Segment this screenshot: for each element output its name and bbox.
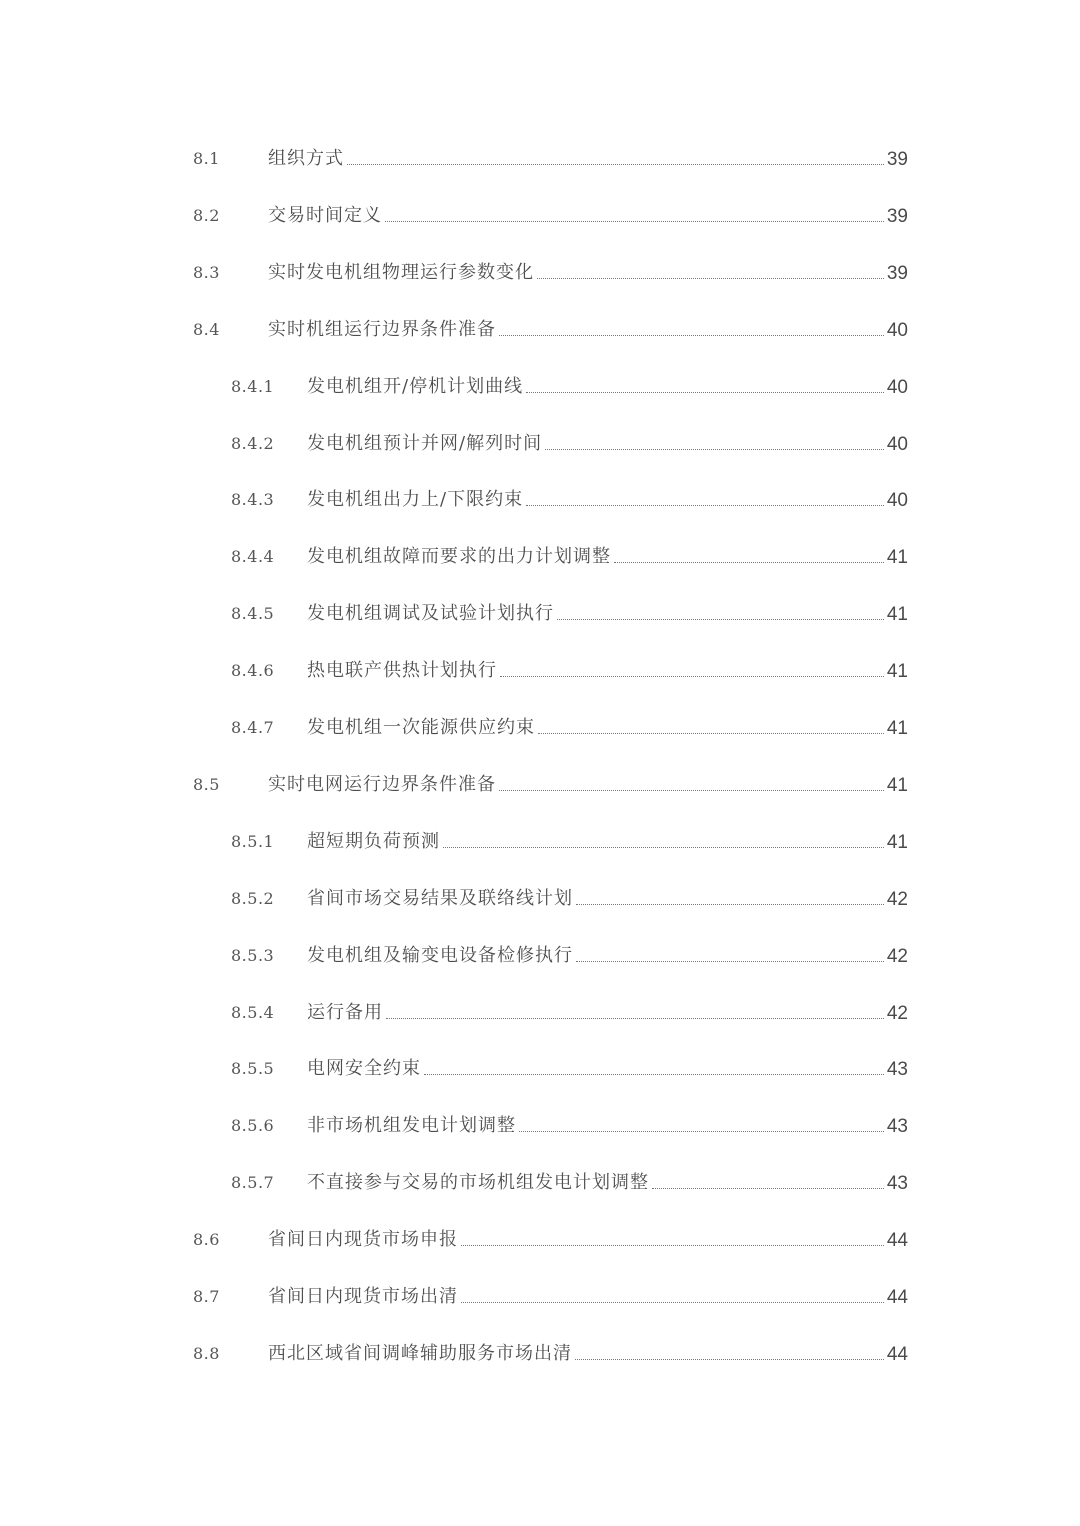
toc-entry-line: [307, 429, 908, 457]
toc-entry-page-number: 44: [886, 1344, 908, 1365]
toc-entry-title: 发电机组调试及试验计划执行: [307, 603, 554, 624]
toc-entry-title: 组织方式: [268, 148, 344, 169]
toc-entry-number: 8.4.6: [231, 661, 275, 680]
toc-entry[interactable]: [0, 1280, 908, 1310]
toc-entry-line: [307, 599, 908, 627]
toc-entry[interactable]: [0, 882, 908, 912]
dot-leader: [385, 220, 884, 222]
toc-entry[interactable]: [0, 313, 908, 343]
dot-leader: [537, 277, 884, 279]
toc-entry-number: 8.4.1: [231, 377, 275, 396]
toc-entry[interactable]: [0, 256, 908, 286]
toc-entry-line: [268, 1225, 908, 1253]
toc-entry-line: [307, 1054, 908, 1082]
toc-entry-number: 8.7: [193, 1287, 220, 1306]
dot-leader: [575, 1358, 884, 1360]
dot-leader: [461, 1301, 884, 1303]
dot-leader: [614, 561, 884, 563]
dot-leader: [461, 1244, 884, 1246]
toc-entry-page-number: 43: [886, 1059, 908, 1080]
toc-entry[interactable]: [0, 199, 908, 229]
toc-entry[interactable]: [0, 825, 908, 855]
toc-entry-title: 发电机组开/停机计划曲线: [307, 376, 524, 397]
toc-entry-page-number: 42: [886, 1003, 908, 1024]
toc-entry-page-number: 41: [886, 775, 908, 796]
toc-entry-line: [268, 315, 908, 343]
toc-entry[interactable]: [0, 939, 908, 969]
toc-entry-page-number: 44: [886, 1230, 908, 1251]
toc-entry-line: [307, 542, 908, 570]
toc-entry-line: [307, 941, 908, 969]
toc-entry-page-number: 41: [886, 604, 908, 625]
toc-entry-line: [268, 770, 908, 798]
toc-entry[interactable]: [0, 1166, 908, 1196]
toc-entry[interactable]: [0, 711, 908, 741]
dot-leader: [652, 1187, 884, 1189]
toc-entry[interactable]: [0, 1052, 908, 1082]
toc-entry-line: [268, 201, 908, 229]
toc-entry-title: 非市场机组发电计划调整: [307, 1115, 516, 1136]
dot-leader: [386, 1017, 884, 1019]
toc-entry-page-number: 43: [886, 1116, 908, 1137]
toc-entry-title: 发电机组一次能源供应约束: [307, 717, 535, 738]
toc-entry-title: 省间日内现货市场出清: [268, 1286, 458, 1307]
toc-entry-title: 省间日内现货市场申报: [268, 1229, 458, 1250]
toc-entry-title: 省间市场交易结果及联络线计划: [307, 888, 573, 909]
dot-leader: [557, 618, 884, 620]
toc-entry-page-number: 42: [886, 946, 908, 967]
toc-entry-number: 8.2: [193, 206, 220, 225]
toc-entry[interactable]: [0, 597, 908, 627]
toc-entry-page-number: 41: [886, 718, 908, 739]
toc-entry-number: 8.4: [193, 320, 220, 339]
toc-entry-title: 发电机组出力上/下限约束: [307, 489, 524, 510]
toc-entry-line: [307, 998, 908, 1026]
toc-entry[interactable]: [0, 540, 908, 570]
toc-entry-title: 发电机组预计并网/解列时间: [307, 433, 543, 454]
dot-leader: [424, 1073, 884, 1075]
toc-entry-number: 8.6: [193, 1230, 220, 1249]
dot-leader: [576, 960, 884, 962]
toc-entry-line: [268, 144, 908, 172]
toc-entry-number: 8.4.4: [231, 547, 275, 566]
toc-entry-line: [307, 827, 908, 855]
toc-entry-title: 发电机组及输变电设备检修执行: [307, 945, 573, 966]
toc-entry-title: 热电联产供热计划执行: [307, 660, 497, 681]
toc-entry-title: 不直接参与交易的市场机组发电计划调整: [307, 1172, 649, 1193]
toc-entry-number: 8.5.5: [231, 1059, 275, 1078]
toc-entry[interactable]: [0, 654, 908, 684]
toc-entry-title: 电网安全约束: [307, 1058, 421, 1079]
toc-entry-number: 8.8: [193, 1344, 220, 1363]
dot-leader: [545, 448, 884, 450]
toc-entry-number: 8.5.2: [231, 889, 275, 908]
toc-entry-number: 8.5.1: [231, 832, 275, 851]
toc-entry-number: 8.5.7: [231, 1173, 275, 1192]
toc-entry-number: 8.4.2: [231, 434, 275, 453]
toc-entry-page-number: 40: [886, 434, 908, 455]
dot-leader: [443, 846, 884, 848]
toc-entry-line: [307, 884, 908, 912]
toc-entry-page-number: 41: [886, 661, 908, 682]
dot-leader: [499, 789, 884, 791]
toc-entry-line: [268, 1339, 908, 1367]
toc-entry-line: [268, 1282, 908, 1310]
toc-entry-number: 8.5.4: [231, 1003, 275, 1022]
toc-entry-title: 交易时间定义: [268, 205, 382, 226]
toc-entry-page-number: 40: [886, 490, 908, 511]
toc-entry-page-number: 41: [886, 547, 908, 568]
toc-entry-page-number: 41: [886, 832, 908, 853]
toc-entry-number: 8.5.3: [231, 946, 275, 965]
dot-leader: [519, 1130, 884, 1132]
toc-entry-line: [307, 485, 908, 513]
toc-entry[interactable]: [0, 483, 908, 513]
toc-entry[interactable]: [0, 370, 908, 400]
toc-entry[interactable]: [0, 427, 908, 457]
toc-entry-line: [307, 713, 908, 741]
dot-leader: [347, 163, 884, 165]
toc-entry-number: 8.5: [193, 775, 220, 794]
dot-leader: [499, 334, 884, 336]
toc-entry-number: 8.3: [193, 263, 220, 282]
toc-entry-page-number: 39: [886, 206, 908, 227]
toc-entry-line: [307, 1168, 908, 1196]
toc-entry-page-number: 40: [886, 377, 908, 398]
toc-entry-title: 超短期负荷预测: [307, 831, 440, 852]
toc-entry[interactable]: [0, 1109, 908, 1139]
toc-entry-page-number: 42: [886, 889, 908, 910]
toc-entry-line: [307, 372, 908, 400]
toc-entry-page-number: 39: [886, 149, 908, 170]
toc-entry[interactable]: [0, 1337, 908, 1367]
toc-entry[interactable]: [0, 142, 908, 172]
toc-entry-page-number: 40: [886, 320, 908, 341]
toc-entry-title: 西北区域省间调峰辅助服务市场出清: [268, 1343, 572, 1364]
toc-entry-number: 8.1: [193, 149, 220, 168]
dot-leader: [538, 732, 884, 734]
toc-entry-line: [307, 1111, 908, 1139]
toc-entry-title: 运行备用: [307, 1002, 383, 1023]
dot-leader: [576, 903, 884, 905]
toc-entry-title: 实时机组运行边界条件准备: [268, 319, 496, 340]
toc-entry-number: 8.4.7: [231, 718, 275, 737]
toc-entry-page-number: 43: [886, 1173, 908, 1194]
toc-entry-page-number: 39: [886, 263, 908, 284]
toc-entry-number: 8.4.3: [231, 490, 275, 509]
toc-entry-line: [307, 656, 908, 684]
toc-entry-page-number: 44: [886, 1287, 908, 1308]
dot-leader: [500, 675, 884, 677]
toc-entry[interactable]: [0, 996, 908, 1026]
toc-entry-number: 8.5.6: [231, 1116, 275, 1135]
toc-entry-title: 实时发电机组物理运行参数变化: [268, 262, 534, 283]
toc-entry[interactable]: [0, 768, 908, 798]
toc-entry[interactable]: [0, 1223, 908, 1253]
toc-entry-title: 实时电网运行边界条件准备: [268, 774, 496, 795]
dot-leader: [526, 391, 884, 393]
toc-entry-title: 发电机组故障而要求的出力计划调整: [307, 546, 611, 567]
dot-leader: [526, 504, 884, 506]
toc-entry-line: [268, 258, 908, 286]
toc-entry-number: 8.4.5: [231, 604, 275, 623]
